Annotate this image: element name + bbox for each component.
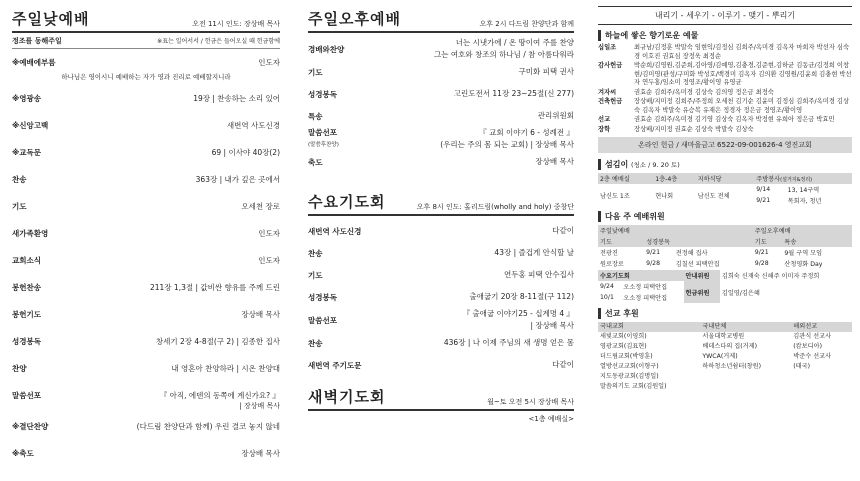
- order-label: ※교독문: [12, 148, 42, 157]
- morning-subnote: ※표는 일어서서 / 헌금은 들어오실 때 헌금함에: [157, 38, 280, 45]
- usher-text: 김희숙 신재숙 신해주 이미자 주정희: [721, 273, 820, 280]
- prayer-title: 하늘에 쌓은 향기로운 예물: [598, 30, 852, 41]
- next-subheader: 기도: [754, 239, 767, 246]
- next-subheader: 성경봉독: [646, 239, 671, 246]
- order-row: [12, 247, 280, 274]
- order-value-line: 구미화 피택 권사: [518, 67, 574, 76]
- attendance-header-kitchen-sub: (설거지&정리): [780, 177, 813, 183]
- order-value: [494, 247, 574, 259]
- order-label: ※예배에부름: [12, 58, 56, 67]
- wednesday-order-list: [308, 220, 574, 376]
- order-row: [12, 220, 280, 247]
- mission-cell: 김관식 선교사: [793, 333, 832, 340]
- order-value: [454, 88, 574, 100]
- morning-service-column: [0, 0, 290, 481]
- wed-duty-date: 10/1: [600, 294, 614, 301]
- order-value: [535, 156, 574, 168]
- order-value-line: | 장상배 목사: [530, 321, 574, 330]
- wednesday-header: [308, 191, 574, 216]
- kitchen-text: 목회자, 청년: [787, 198, 822, 205]
- order-label: 말씀선포: [308, 128, 337, 137]
- offering-label: 선교: [598, 116, 611, 123]
- mission-row: [598, 332, 852, 342]
- order-row: [308, 354, 574, 376]
- order-row: [308, 220, 574, 242]
- order-value: 인도자: [258, 256, 280, 265]
- morning-title: 주일낮예배: [12, 10, 90, 28]
- order-row: [308, 286, 574, 308]
- attendance-title-text: 섬김이: [605, 160, 629, 169]
- order-label: 성경봉독: [12, 337, 41, 346]
- order-value: 장상배 목사: [241, 310, 280, 319]
- order-label: 봉헌찬송: [12, 283, 41, 292]
- order-value: [538, 110, 574, 122]
- offering-row: [598, 62, 852, 88]
- order-row: [308, 61, 574, 83]
- order-label: 특송: [308, 111, 323, 121]
- order-label: 말씀선포: [12, 391, 41, 400]
- order-value: [462, 308, 574, 332]
- order-value: [444, 337, 574, 349]
- morning-order-list: [12, 49, 280, 467]
- mission-row: [598, 352, 852, 362]
- next-cell: 전정해 집사: [675, 250, 708, 257]
- wednesday-title: 수요기도회: [308, 193, 386, 211]
- order-label: 말씀선포: [308, 315, 337, 325]
- order-label: ※축도: [12, 449, 34, 458]
- order-value-line: 그는 여호와 창조의 하나님 / 참 아름다워라: [434, 50, 574, 59]
- call-to-worship-note: 하나님은 영이시니 예배하는 자가 영과 진리로 예배할지니라: [61, 73, 231, 81]
- order-value: 내 영혼아 찬양하라 | 시온 찬양대: [171, 364, 280, 373]
- mission-cell: 새빛교회(이영희): [600, 333, 647, 340]
- order-value: 69 | 이사야 40장(2): [211, 148, 280, 157]
- order-row: [12, 112, 280, 139]
- order-value-line: 다같이: [552, 360, 574, 369]
- attendance-header: 지하식당: [697, 176, 722, 183]
- order-value: [519, 66, 574, 78]
- offering-row: [598, 98, 852, 115]
- order-label: 찬송: [12, 175, 27, 184]
- order-row: [308, 37, 574, 61]
- order-value-line: 너는 시냇가에 / 온 땅이여 주를 찬양: [455, 38, 574, 47]
- order-value-line: 다같이: [552, 226, 574, 235]
- online-offering: 온라인 헌금 / 새마을금고 6522-09-001626-4 영진교회: [598, 137, 852, 153]
- order-row: [308, 308, 574, 332]
- attendance-cell: 남신도 1조: [600, 192, 630, 200]
- order-label-wrap: [308, 127, 339, 151]
- order-value-line: (우리는 주의 몸 되는 교회) | 장상배 목사: [440, 140, 574, 149]
- order-label: 새가족환영: [12, 229, 49, 238]
- announcements-column: [592, 0, 860, 481]
- order-label: 새번역 주기도문: [308, 360, 362, 370]
- order-row: [12, 328, 280, 355]
- wednesday-duty-table: [598, 270, 852, 303]
- attendance-subtitle: (청소 / 9. 20 토): [630, 161, 680, 169]
- sermon-speaker: | 장상배 목사: [239, 402, 280, 410]
- order-label: ※신앙고백: [12, 121, 49, 130]
- afternoon-header: [308, 8, 574, 33]
- afternoon-title: 주일오후예배: [308, 10, 401, 28]
- order-row: [12, 166, 280, 193]
- order-value-line: 관리위원회: [537, 111, 574, 120]
- order-value: 211장 1,3절 | 값비싼 향유를 주께 드린: [149, 283, 280, 292]
- order-value: [434, 37, 574, 61]
- order-value-line: 436장 | 나 이제 주님의 새 생명 얻은 몸: [443, 338, 574, 347]
- order-row: [12, 413, 280, 440]
- offering-label: 감사헌금: [598, 62, 623, 69]
- mission-cell: [791, 382, 852, 392]
- mission-row: [598, 362, 852, 372]
- next-header: 주일오후예배: [754, 228, 791, 235]
- order-value: (다드림 찬양단과 함께) 우린 결코 놓지 않네: [136, 422, 280, 431]
- mission-cell: (캄보디아): [793, 343, 823, 350]
- offering-row: [598, 126, 852, 135]
- mission-cell: 베데스다의 집(거제): [702, 343, 758, 350]
- order-row: [308, 127, 574, 151]
- offering-label: 헌금위원: [684, 281, 720, 303]
- offering-label: 건축헌금: [598, 98, 623, 105]
- order-label-sub: (말씀후찬양): [308, 142, 339, 148]
- order-value: 인도자: [258, 229, 280, 238]
- dawn-note: <1층 예배실>: [528, 415, 574, 423]
- order-row: [308, 151, 574, 173]
- order-row: [308, 332, 574, 354]
- mission-cell: 지도동광교회(김명일): [600, 373, 659, 380]
- next-cell: 산청영화 Day: [784, 261, 823, 268]
- order-row: [12, 193, 280, 220]
- next-cell: 9/21: [754, 249, 769, 256]
- attendance-header-kitchen: 주방봉사: [756, 176, 781, 183]
- mission-cell: [700, 382, 791, 392]
- order-row: [12, 440, 280, 467]
- offering-label: 겨자씨: [598, 88, 617, 96]
- order-row: [12, 301, 280, 328]
- order-value-line: 43장 | 즐겁게 안식할 날: [494, 248, 574, 257]
- order-value-line: 고린도전서 11장 23~25절(신 277): [453, 89, 574, 98]
- next-week-table: [598, 225, 852, 269]
- dawn-meta: 월~토 오전 5시 장상배 목사: [487, 398, 574, 406]
- order-value-line: 『 교회 이야기 6 - 성례전 』: [479, 128, 574, 137]
- mission-cell: YWCA(거제): [702, 353, 738, 360]
- order-label: 성경봉독: [308, 89, 337, 99]
- wed-duty-title: 수요기도회: [598, 270, 684, 281]
- order-value: 창세기 2장 4-8절(구 2) | 김종한 집사: [155, 337, 280, 346]
- offering-names: 박순희/김영원,김준희,김아영/김예영,김충경,김준현,김하균 김동균/김정희 이창현/김미영(관성/구미화 박성호/백경미 김옥자 김의환 김영원/김윤희 김충현 박선자 연두홍/임소미 정영조/황이영 유영균: [634, 62, 852, 86]
- morning-subtitle: 정조를 동해주일: [12, 37, 62, 45]
- wed-duty-name: 오소정 피택안집: [623, 284, 668, 291]
- mission-cell: [791, 372, 852, 382]
- afternoon-order-list: [308, 37, 574, 173]
- next-cell: 9월 구역 모임: [784, 250, 823, 257]
- mission-header: 국내단체: [702, 323, 727, 330]
- mission-cell: 열방선교교회(이형구): [600, 363, 659, 370]
- afternoon-meta: 오후 2시 다드림 찬양단과 함께: [479, 20, 574, 28]
- mission-cell: 말씀의기도 교회(김원일): [600, 383, 667, 390]
- order-label: 찬송: [308, 338, 323, 348]
- order-value: [552, 225, 574, 237]
- attendance-header: 1층-4층: [655, 176, 678, 183]
- mission-cell: 영광교회(김표현): [600, 343, 647, 350]
- order-value: 363장 | 내가 깊은 곳에서: [195, 175, 280, 184]
- offering-list: [598, 44, 852, 134]
- attendance-header: [754, 173, 852, 184]
- next-week-title: 다음 주 예배위원: [598, 211, 852, 222]
- order-value: 새번역 사도신경: [226, 121, 280, 130]
- order-row: [12, 274, 280, 301]
- order-label: 기도: [308, 67, 323, 77]
- next-cell: 김칠선 피택안집: [675, 261, 720, 268]
- order-value-line: 연두홍 피택 안수집사: [504, 270, 574, 279]
- order-value: 장상배 목사: [241, 449, 280, 458]
- morning-subhead: [12, 33, 280, 49]
- order-value: [440, 127, 574, 151]
- dawn-header: [308, 386, 574, 411]
- mission-cell: 더드림교회(박영훈): [600, 353, 653, 360]
- mission-header: 해외선교: [793, 323, 818, 330]
- order-label: 기도: [308, 270, 323, 280]
- wed-duty-date: 9/24: [600, 283, 614, 290]
- kitchen-date: 9/21: [756, 197, 771, 204]
- order-row: [308, 242, 574, 264]
- order-row: [308, 83, 574, 105]
- order-value-line: 장상배 목사: [535, 157, 574, 166]
- order-label: ※결단찬양: [12, 422, 49, 431]
- offering-row: [598, 44, 852, 61]
- dawn-title: 새벽기도회: [308, 388, 386, 406]
- offering-label: 십일조: [598, 44, 617, 51]
- order-label: 찬양: [12, 364, 27, 373]
- mission-rows: [598, 332, 852, 392]
- order-label: 교회소식: [12, 256, 41, 265]
- next-header: 주일낮예배: [600, 228, 630, 235]
- order-row: [308, 264, 574, 286]
- next-cell: 9/21: [646, 249, 661, 256]
- mission-table: [598, 322, 852, 392]
- wed-duty-name: 오소정 피택안집: [623, 295, 668, 302]
- order-value: 『 아직, 에덴의 동쪽에 계신가요? 』: [159, 391, 280, 400]
- order-value: [469, 291, 574, 303]
- morning-meta: 오전 11시 인도: 장상배 목사: [192, 20, 280, 28]
- order-value: 인도자: [258, 58, 280, 67]
- mission-header: 국내교회: [600, 323, 624, 330]
- attendance-cell: 현나회: [655, 192, 674, 200]
- order-row: [12, 85, 280, 112]
- mission-title: 선교 후원: [598, 308, 852, 319]
- order-value: [504, 269, 574, 281]
- kitchen-date: 9/14: [756, 186, 771, 193]
- order-label: 성경봉독: [308, 292, 337, 302]
- offering-row: [598, 116, 852, 125]
- attendance-title: [598, 159, 852, 170]
- morning-header: [12, 8, 280, 33]
- offering-names: 최규남/김정훈 박말숙 임현익/김정심 김희주/옥미경 김옥자 마희자 박선자 심숙경 이호진 권효심 장정욱 최정순: [634, 44, 850, 60]
- order-value-line: 출애굽기 20장 8-11절(구 112): [469, 292, 574, 301]
- order-label: 경배와찬양: [308, 44, 345, 54]
- mission-cell: 박준수 선교사: [793, 353, 832, 360]
- offering-label: 장학: [598, 125, 611, 133]
- mission-cell: (태국): [793, 363, 811, 370]
- offering-text: 김일영/김은혜: [721, 289, 760, 297]
- wednesday-meta: 오후 8시 인도: 홀리드림(wholly and holy) 중창단: [416, 203, 574, 211]
- order-label: 기도: [12, 202, 27, 211]
- offering-row: [598, 89, 852, 98]
- order-row: [12, 139, 280, 166]
- mission-cell: 서울대학교병원: [702, 333, 745, 340]
- mission-row: [598, 382, 852, 392]
- motto-banner: 내리기 - 세우기 - 이루기 - 맺기 - 뿌리기: [598, 6, 852, 25]
- afternoon-service-column: [300, 0, 582, 481]
- offering-names: 권효순 김희주/옥미경 김기영 김상숙 김옥자 박정현 유희아 정은금 박효민: [634, 116, 835, 123]
- order-label: 봉헌기도: [12, 310, 41, 319]
- usher-label: 안내위원: [684, 270, 720, 281]
- attendance-table: [598, 173, 852, 206]
- next-cell: 9/28: [646, 260, 661, 267]
- order-label: 축도: [308, 157, 323, 167]
- mission-cell: 하하청소년쉼터(창원): [702, 363, 762, 370]
- order-value: [552, 359, 574, 371]
- order-label: ※영광송: [12, 94, 42, 103]
- next-cell: 전광진: [600, 250, 618, 257]
- next-subheader: 특송: [784, 239, 797, 246]
- mission-cell: [700, 372, 791, 382]
- next-cell: 9/28: [754, 260, 769, 267]
- attendance-header: 2층 예배실: [600, 176, 630, 183]
- attendance-cell: 남신도 전체: [697, 192, 730, 200]
- next-subheader: 기도: [600, 239, 612, 246]
- order-value: 오세천 장로: [241, 202, 280, 211]
- offering-names: 권효순 김희주/옥미경 김상숙 김의영 정은금 최정숙: [634, 88, 774, 96]
- offering-names: 장상배/지미정 김희주/주정희 오세천 김기순 김윤미 김정심 김희주/옥미경 김상숙 김옥자 박말숙 유승복 유재은 정경자 정은금 정영조/황이영: [634, 98, 850, 114]
- mission-row: [598, 372, 852, 382]
- order-label: 새번역 사도신경: [308, 226, 362, 236]
- order-row: [12, 355, 280, 382]
- order-value-line: 『 출애굽 이야기25 - 십계명 4 』: [462, 309, 574, 318]
- kitchen-text: 13, 14구역: [787, 187, 820, 194]
- order-value: 19장 | 찬송하는 소리 있어: [193, 94, 280, 103]
- order-label: 찬송: [308, 248, 323, 258]
- order-row: [308, 105, 574, 127]
- next-cell: 원로장로: [600, 261, 624, 268]
- mission-row: [598, 342, 852, 352]
- offering-names: 장상배/지미정 권효순 김상숙 박말숙 김상숙: [634, 125, 754, 133]
